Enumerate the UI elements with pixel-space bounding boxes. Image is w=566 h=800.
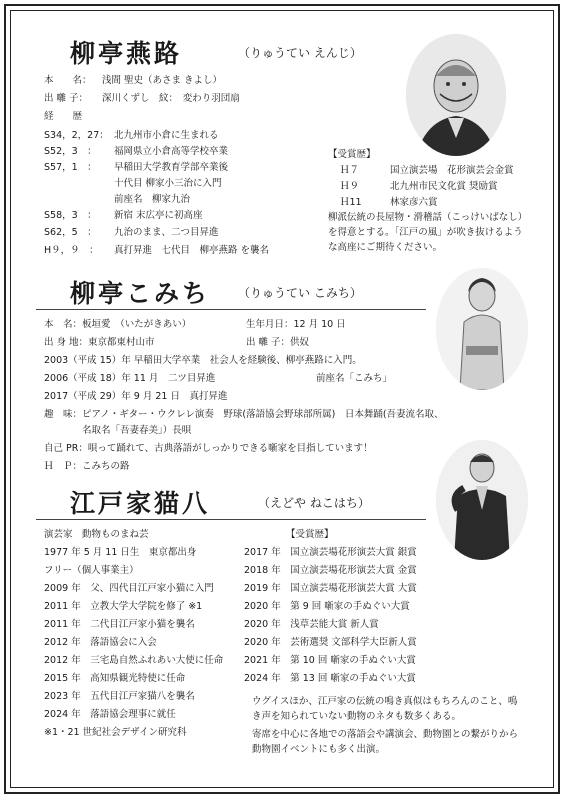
award-year: Ｈ11 xyxy=(340,197,362,208)
career-text: 北九州市小倉に生まれる xyxy=(114,130,219,141)
komichi-row: 趣 味：ピアノ・ギター・ウクレレ演奏 野球(落語協会野球部所属) 日本舞踊(吾妻流名取、 xyxy=(44,409,444,420)
career-date: S34，2，27： xyxy=(44,130,109,141)
performer-reading-nekohachi: （えどや ねこはち） xyxy=(258,496,370,510)
info-label-real-name: 本 名： xyxy=(44,75,92,86)
info-value-debayashi: 深川くずし 紋： 変わり羽団扇 xyxy=(102,93,240,104)
nekohachi-bio: 2012 年 落語協会に入会 xyxy=(44,637,157,648)
nekohachi-bio-note: ※1・21 世紀社会デザイン研究科 xyxy=(44,727,187,738)
nekohachi-bio: 2011 年 立教大学大学院を修了 ※1 xyxy=(44,601,203,612)
komichi-row: 2003（平成 15）年 早稲田大学卒業 社会人を経験後、柳亭燕路に入門。 xyxy=(44,355,362,366)
info-value-real-name: 浅間 聖史（あさま きよし） xyxy=(102,75,223,86)
career-text: 九治のまま、二つ目昇進 xyxy=(114,227,219,238)
nekohachi-blurb-2: 寄席を中心に各地での落語会や講演会、動物園との繋がりから動物園イベントにも多く出演。 xyxy=(252,729,519,755)
blurb-enji: 柳派伝統の長屋物・滑稽話（こっけいばなし）を得意とする。「江戸の風」が吹き抜けるような高座にご期待ください。 xyxy=(328,212,528,253)
performer-reading-enji: （りゅうてい えんじ） xyxy=(238,46,362,60)
career-text: 前座名 柳家九治 xyxy=(114,194,191,205)
komichi-row: 出 身 地：東京都東村山市 xyxy=(44,337,155,348)
komichi-row: 自己 PR：唄って踊れて、古典落語がしっかりできる噺家を目指しています！ xyxy=(44,443,373,454)
nekohachi-award: 2020 年 浅草芸能大賞 新人賞 xyxy=(244,619,379,630)
komichi-row: 2006（平成 18）年 11 月 二ツ目昇進 xyxy=(44,373,216,384)
divider-komichi xyxy=(36,309,426,310)
info-label-career: 経 歴 xyxy=(44,111,83,122)
nekohachi-bio: 2024 年 落語協会理事に就任 xyxy=(44,709,176,720)
nekohachi-award: 2020 年 第 9 回 噺家の手ぬぐい大賞 xyxy=(244,601,410,612)
nekohachi-award: 2019 年 国立演芸場花形演芸大賞 大賞 xyxy=(244,583,417,594)
career-date: S62，5 ： xyxy=(44,227,97,238)
career-text: 十代目 柳家小三治に入門 xyxy=(114,178,222,189)
portrait-enji xyxy=(406,34,506,156)
nekohachi-bio: 2011 年 二代目江戸家小猫を襲名 xyxy=(44,619,195,630)
komichi-zenza: 前座名「こみち」 xyxy=(316,373,393,384)
career-text: 新宿 末広亭に初高座 xyxy=(114,210,203,221)
nekohachi-blurb-1: ウグイスほか、江戸家の伝統の鳴き真似はもちろんのこと、鳴き声を知られていない動物のネタも数多くある。 xyxy=(252,696,518,722)
nekohachi-bio: 2015 年 高知県観光特使に任命 xyxy=(44,673,186,684)
divider-nekohachi xyxy=(36,519,426,520)
komichi-hayashi: 出 囃 子：供奴 xyxy=(246,337,310,348)
info-label-debayashi: 出 囃 子： xyxy=(44,93,89,104)
nekohachi-award: 2021 年 第 10 回 噺家の手ぬぐい大賞 xyxy=(244,655,416,666)
nekohachi-bio: 2012 年 三宅島自然ふれあい大使に任命 xyxy=(44,655,224,666)
komichi-row: Ｈ Ｐ：こみちの路 xyxy=(44,461,130,472)
career-date: S58，3 ： xyxy=(44,210,97,221)
awards-title-nekohachi: 【受賞歴】 xyxy=(286,529,334,540)
performer-name-enji: 柳亭燕路 xyxy=(70,39,183,68)
award-year: Ｈ９ xyxy=(340,181,360,192)
career-text: 早稲田大学教育学部卒業後 xyxy=(114,162,229,173)
award-text: 国立演芸場 花形演芸会金賞 xyxy=(390,165,514,176)
award-year: Ｈ７ xyxy=(340,165,360,176)
career-date: H９，９ ： xyxy=(44,245,99,256)
career-date: S52，3 ： xyxy=(44,146,97,157)
nekohachi-bio: 2009 年 父、四代目江戸家小猫に入門 xyxy=(44,583,214,594)
portrait-komichi xyxy=(436,268,528,390)
performer-name-komichi: 柳亭こみち xyxy=(70,279,211,308)
portrait-nekohachi xyxy=(436,440,528,560)
komichi-row: 名取名「吾妻春美」）長唄 xyxy=(44,425,192,436)
career-text: 真打昇進 七代目 柳亭燕路 を襲名 xyxy=(114,245,270,256)
nekohachi-bio: フリー（個人事業主） xyxy=(44,565,139,576)
nekohachi-award: 2018 年 国立演芸場花形演芸大賞 金賞 xyxy=(244,565,417,576)
komichi-birthday: 生年月日：12 月 10 日 xyxy=(246,319,346,330)
komichi-row: 2017（平成 29）年 9 月 21 日 真打昇進 xyxy=(44,391,228,402)
nekohachi-bio: 1977 年 5 月 11 日生 東京都出身 xyxy=(44,547,197,558)
nekohachi-award: 2017 年 国立演芸場花形演芸大賞 銀賞 xyxy=(244,547,417,558)
nekohachi-award: 2024 年 第 13 回 噺家の手ぬぐい大賞 xyxy=(244,673,416,684)
award-text: 林家彦六賞 xyxy=(390,197,438,208)
nekohachi-bio: 演芸家 動物ものまね芸 xyxy=(44,529,149,540)
nekohachi-award: 2020 年 芸術選奨 文部科学大臣新人賞 xyxy=(244,637,417,648)
performer-reading-komichi: （りゅうてい こみち） xyxy=(238,286,362,300)
komichi-row: 本 名：板垣愛 （いたがきあい） xyxy=(44,319,192,330)
career-date: S57，1 ： xyxy=(44,162,97,173)
nekohachi-bio: 2023 年 五代目江戸家猫八を襲名 xyxy=(44,691,195,702)
career-text: 福岡県立小倉高等学校卒業 xyxy=(114,146,229,157)
performer-name-nekohachi: 江戸家猫八 xyxy=(70,489,211,518)
awards-title-enji: 【受賞歴】 xyxy=(328,149,376,160)
award-text: 北九州市民文化賞 奨励賞 xyxy=(390,181,498,192)
